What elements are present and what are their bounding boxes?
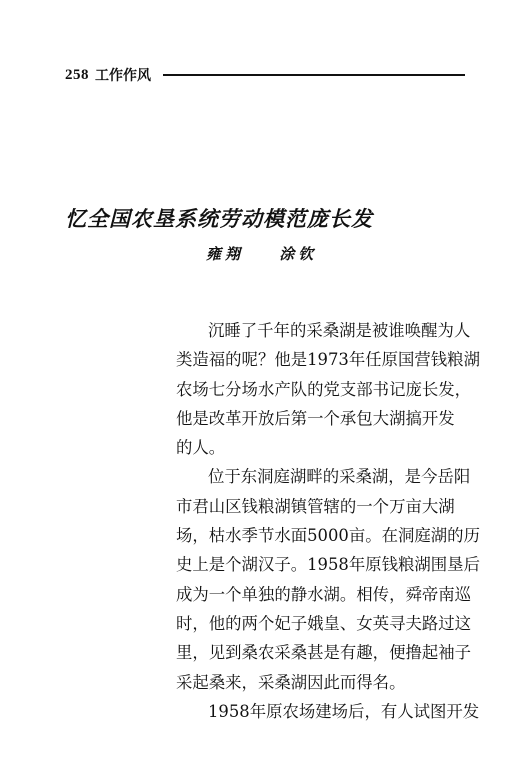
- header-rule: [163, 74, 465, 76]
- text-line: 1958年原农场建场后，有人试图开发: [208, 701, 480, 721]
- text-line: 里，见到桑农采桑甚是有趣，便撸起袖子: [176, 643, 472, 663]
- text-line: 位于东洞庭湖畔的采桑湖，是今岳阳: [208, 467, 471, 487]
- text-line: 他是改革开放后第一个承包大湖搞开发: [176, 408, 455, 428]
- text-line: 农场七分场水产队的党支部书记庞长发，: [176, 379, 472, 399]
- text-line: 沉睡了千年的采桑湖是被谁唤醒为人: [208, 321, 471, 340]
- text-line: 类造福的呢？他是1973年任原国营钱粮湖: [176, 350, 480, 370]
- paragraph-2: [176, 462, 480, 696]
- text-line: 市君山区钱粮湖镇管辖的一个万亩大湖: [176, 496, 455, 516]
- text-line: 时，他的两个妃子娥皇、女英寻夫路过这: [176, 613, 472, 633]
- paragraph-1: [176, 316, 480, 462]
- page-number: 258: [65, 66, 89, 83]
- text-line: 成为一个单独的静水湖。相传，舜帝南巡: [176, 584, 472, 604]
- text-line: 的人。: [176, 438, 226, 458]
- text-line: 史上是个湖汉子。1958年原钱粮湖围垦后: [176, 555, 480, 575]
- running-header: [65, 64, 465, 86]
- article-body: [176, 316, 480, 726]
- article-authors: 雍翔 涂钦: [206, 245, 318, 263]
- section-name: 工作作风: [95, 68, 151, 84]
- article-title: 忆全国农垦系统劳动模范庞长发: [65, 207, 373, 231]
- text-line: 采起桑来，采桑湖因此而得名。: [176, 672, 406, 692]
- paragraph-3: [176, 697, 480, 726]
- text-line: 场，枯水季节水面5000亩。在洞庭湖的历: [176, 526, 480, 546]
